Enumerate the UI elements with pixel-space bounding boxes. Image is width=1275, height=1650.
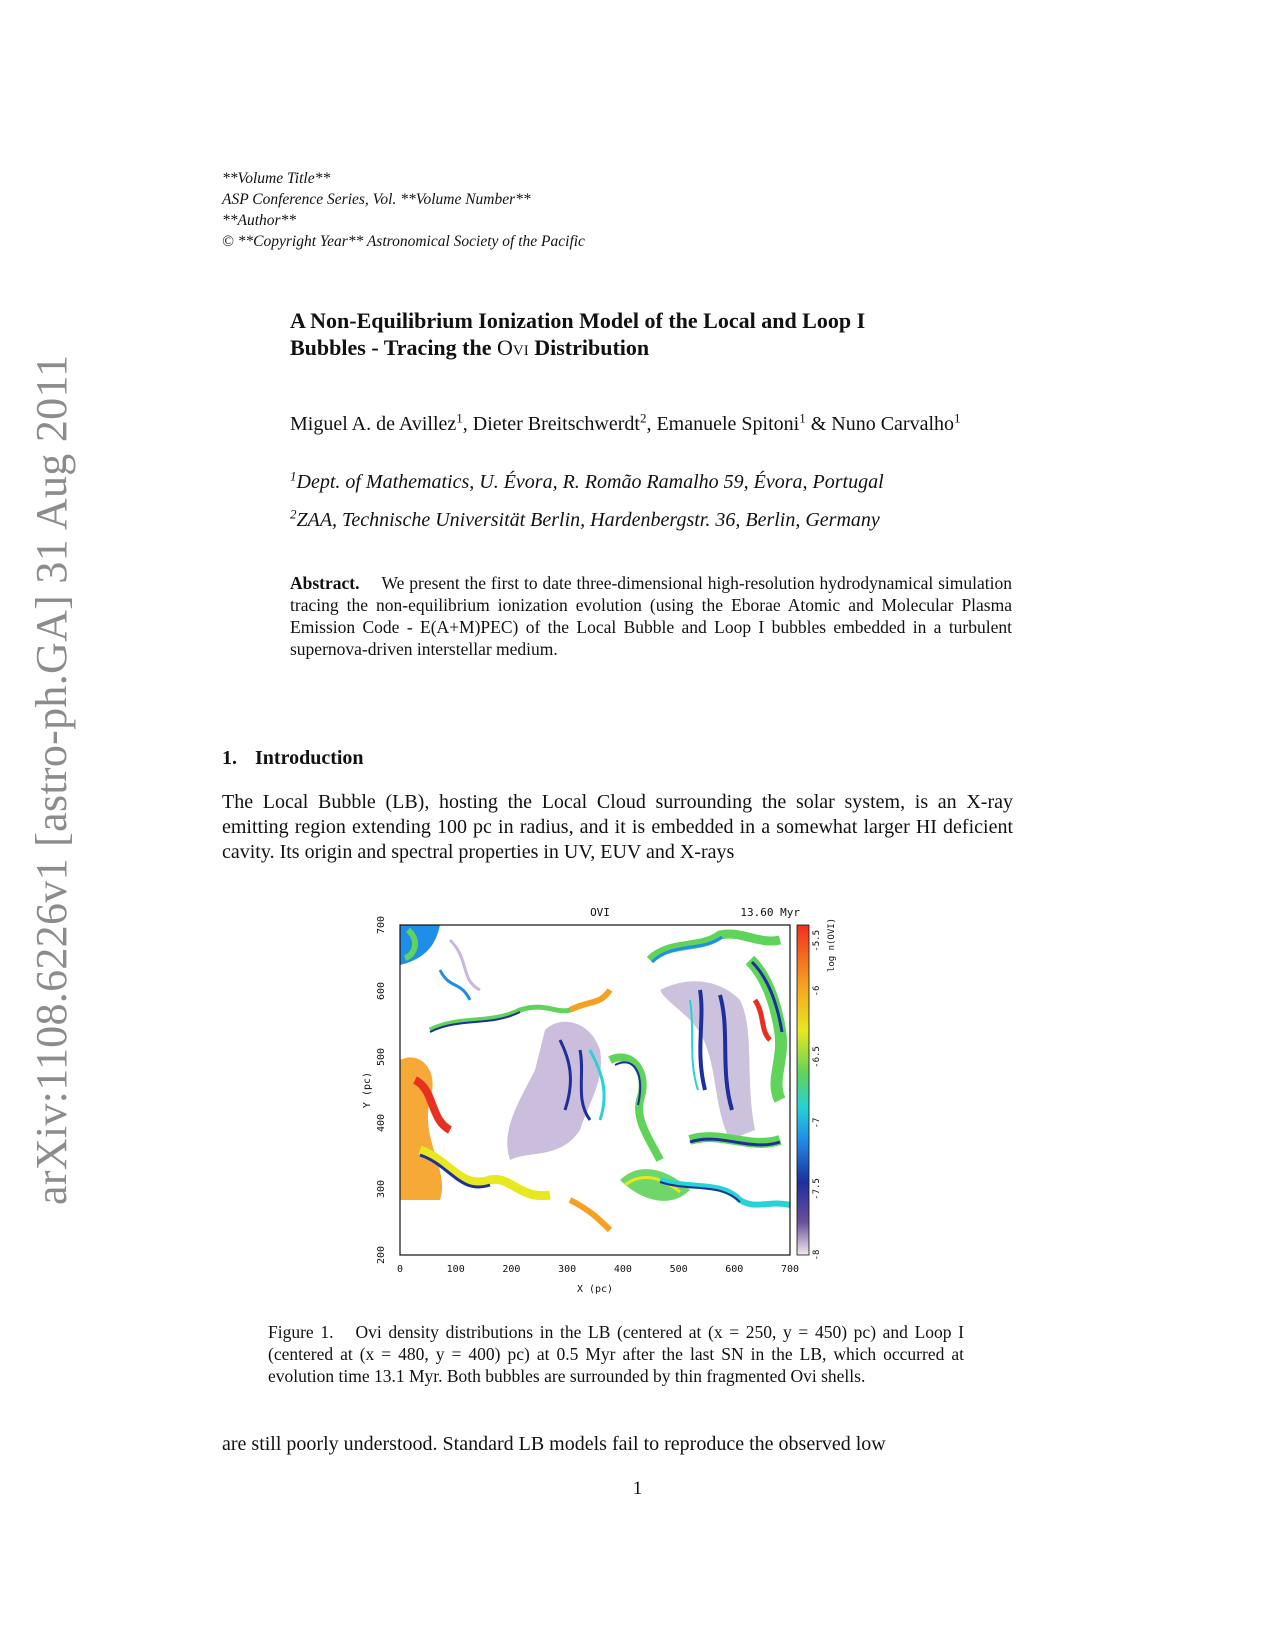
abstract: [290, 572, 1012, 660]
ion-label: Ovi: [497, 335, 529, 360]
header-line-2: ASP Conference Series, Vol. **Volume Number**: [222, 191, 531, 208]
paper-title: [290, 307, 1050, 361]
affiliation-1: $^1$Dept. of Mathematics, U. Évora, R. Romão Ramalho 59, Évora, Portugal: [290, 468, 884, 493]
colorbar-tick: -6: [812, 985, 822, 997]
header-line-4: © **Copyright Year** Astronomical Society of the Pacific: [222, 233, 585, 250]
body-paragraph-1: The Local Bubble (LB), hosting the Local Cloud surrounding the solar system, is an X-ray emitting region extending 100 pc in radius, and it is embedded in a somewhat larger HI deficient cavity. Its origin and spectral properties in UV, EUV and X-rays: [222, 791, 1013, 863]
section-heading: 1. Introduction: [222, 747, 364, 769]
x-tick: 0: [396, 1264, 404, 1275]
caption-text: Ovi density distributions in the LB (centered at (x = 250, y = 450) pc) and Loop I (centered at (x = 480, y = 400) pc) at 0.5 Myr after the last SN in the LB, which occurred at evolution time 13.1 Myr. Both bubbles are surrounded by thin fragmented Ovi shells.: [268, 1322, 964, 1386]
x-axis-label: X (pc): [576, 1284, 614, 1295]
y-tick: 300: [376, 1179, 387, 1199]
affiliation-2: $^2$ZAA, Technische Universität Berlin, Hardenbergstr. 36, Berlin, Germany: [290, 506, 880, 531]
x-tick: 200: [502, 1264, 521, 1275]
header-line-1: **Volume Title**: [222, 170, 331, 187]
y-tick: 600: [376, 981, 387, 1001]
ovi-density-figure: [360, 900, 920, 1300]
colorbar-tick: -5.5: [812, 930, 822, 952]
volume-header: [222, 168, 585, 252]
y-tick: 200: [376, 1245, 387, 1265]
y-axis-label: Y (pc): [362, 1071, 373, 1109]
header-line-3: **Author**: [222, 212, 297, 229]
x-tick: 600: [725, 1264, 744, 1275]
y-axis: [362, 916, 387, 1264]
x-tick: 500: [669, 1264, 688, 1275]
y-tick: 700: [376, 915, 387, 935]
author-list: Miguel A. de Avillez$^1$, Dieter Breitschwerdt$^2$, Emanuele Spitoni$^1$ & Nuno Carvalho$^1$: [290, 410, 961, 435]
figure-title-right: 13.60 Myr: [740, 906, 800, 919]
caption-label: Figure 1.: [268, 1322, 334, 1342]
x-tick: 400: [613, 1264, 632, 1275]
page-number: 1: [632, 1478, 643, 1499]
y-tick: 400: [376, 1113, 387, 1133]
colorbar: [797, 918, 837, 1261]
colorbar-tick: -7: [812, 1117, 822, 1129]
figure-title-left: OVI: [590, 906, 610, 919]
body-paragraph-2: are still poorly understood. Standard LB models fail to reproduce the observed low: [222, 1433, 886, 1455]
figure-caption: [268, 1321, 964, 1387]
density-map: [400, 925, 790, 1255]
abstract-label: Abstract.: [290, 573, 360, 593]
x-tick: 100: [446, 1264, 465, 1275]
arxiv-stamp: arXiv:1108.6226v1 [astro-ph.GA] 31 Aug 2011: [27, 354, 76, 1205]
x-tick: 700: [780, 1264, 800, 1275]
x-axis: [397, 1264, 799, 1295]
x-tick: 300: [558, 1264, 577, 1275]
colorbar-tick: -6.5: [812, 1046, 822, 1068]
title-line-2: Bubbles - Tracing the Ovi Distribution: [290, 335, 650, 360]
colorbar-tick: -7.5: [812, 1178, 822, 1200]
colorbar-label: log n(OVI): [827, 917, 837, 973]
y-tick: 500: [376, 1047, 387, 1067]
title-line-1: A Non-Equilibrium Ionization Model of the Local and Loop I: [290, 308, 866, 333]
colorbar-tick: -8: [812, 1249, 822, 1261]
abstract-text: We present the first to date three-dimensional high-resolution hydrodynamical simulation tracing the non-equilibrium ionization evolution (using the Eborae Atomic and Molecular Plasma Emission Code - E(A+M)PEC) of the Local Bubble and Loop I bubbles embedded in a turbulent supernova-driven interstellar medium.: [290, 573, 1012, 659]
